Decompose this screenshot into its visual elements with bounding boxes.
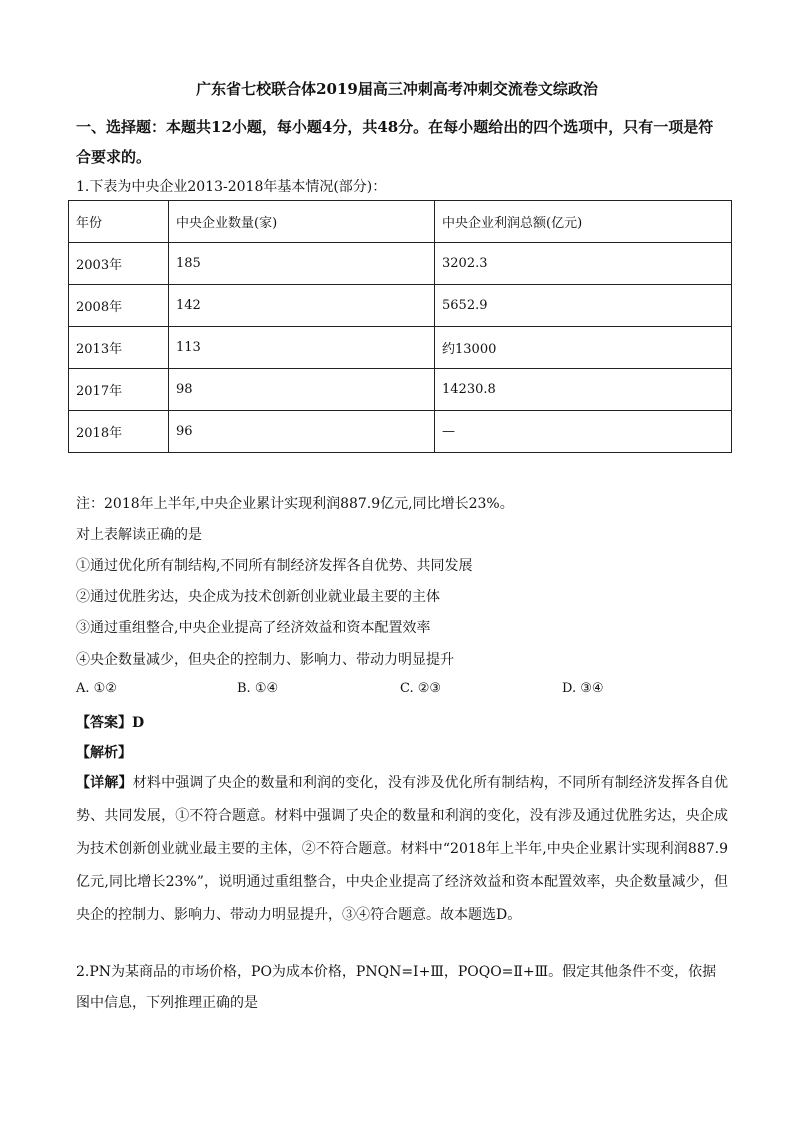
question-1-stem: 1.下表为中央企业2013-2018年基本情况(部分)： xyxy=(76,179,387,195)
table-header-row xyxy=(69,201,732,243)
table-row xyxy=(69,243,732,285)
table-cell: 2003年 xyxy=(69,243,169,285)
table-cell: 142 xyxy=(169,285,435,327)
table-cell: 2008年 xyxy=(69,285,169,327)
table-note: 注：2018年上半年,中央企业累计实现利润887.9亿元,同比增长23%。 xyxy=(76,496,514,512)
section-heading: 一、选择题：本题共12小题，每小题4分，共48分。在每小题给出的四个选项中，只有一项是符合要求的。 xyxy=(76,118,714,166)
table-cell: 2013年 xyxy=(69,327,169,369)
question-2-stem: 2.PN为某商品的市场价格，PO为成本价格，PNQN=Ⅰ+Ⅲ，POQO=Ⅱ+Ⅲ。假定其他条件不变，依据图中信息，下列推理正确的是 xyxy=(76,964,717,1011)
analysis-label: 【解析】 xyxy=(76,745,132,761)
table-row xyxy=(69,411,732,453)
table-row xyxy=(69,369,732,411)
table-header-cell: 中央企业利润总额(亿元) xyxy=(435,201,732,243)
table-cell: 96 xyxy=(169,411,435,453)
statement-2: ②通过优胜劣达，央企成为技术创新创业就业最主要的主体 xyxy=(76,589,440,605)
table-cell: 14230.8 xyxy=(435,369,732,411)
page-title: 广东省七校联合体2019届高三冲刺高考冲刺交流卷文综政治 xyxy=(196,80,598,98)
table-cell: 约13000 xyxy=(435,327,732,369)
table-cell: 3202.3 xyxy=(435,243,732,285)
table-cell: 98 xyxy=(169,369,435,411)
enterprise-table xyxy=(68,200,732,453)
option-c: C. ②③ xyxy=(400,681,442,696)
table-cell: — xyxy=(435,411,732,453)
answer-line: 【答案】D xyxy=(76,715,145,731)
statement-3: ③通过重组整合,中央企业提高了经济效益和资本配置效率 xyxy=(76,620,431,636)
table-header-cell: 中央企业数量(家) xyxy=(169,201,435,243)
table-cell: 113 xyxy=(169,327,435,369)
statement-1: ①通过优化所有制结构,不同所有制经济发挥各自优势、共同发展 xyxy=(76,558,473,574)
table-cell: 2018年 xyxy=(69,411,169,453)
detail-label: 【详解】 xyxy=(76,775,133,791)
table-cell: 185 xyxy=(169,243,435,285)
option-a: A. ①② xyxy=(76,681,117,696)
table-cell: 2017年 xyxy=(69,369,169,411)
table-row xyxy=(69,285,732,327)
question-1-prompt: 对上表解读正确的是 xyxy=(76,527,202,543)
option-d: D. ③④ xyxy=(562,681,604,696)
answer-options xyxy=(76,681,726,701)
statement-4: ④央企数量减少，但央企的控制力、影响力、带动力明显提升 xyxy=(76,652,454,668)
table-cell: 5652.9 xyxy=(435,285,732,327)
detail-text: 材料中强调了央企的数量和利润的变化，没有涉及优化所有制结构，不同所有制经济发挥各自优势、共同发展，①不符合题意。材料中强调了央企的数量和利润的变化，没有涉及通过优胜劣达，央企成为技术创新创业就业最主要的主体，②不符合题意。材料中“2018年上半年,中央企业累计实现利润887.9亿元,同比增长23%”，说明通过重组整合，中央企业提高了经济效益和资本配置效率，央企数量减少，但央企的控制力、影响力、带动力明显提升，③④符合题意。故本题选D。 xyxy=(76,775,729,923)
option-b: B. ①④ xyxy=(237,681,279,696)
detail-explanation xyxy=(76,767,728,932)
table-row xyxy=(69,327,732,369)
table-header-cell: 年份 xyxy=(69,201,169,243)
